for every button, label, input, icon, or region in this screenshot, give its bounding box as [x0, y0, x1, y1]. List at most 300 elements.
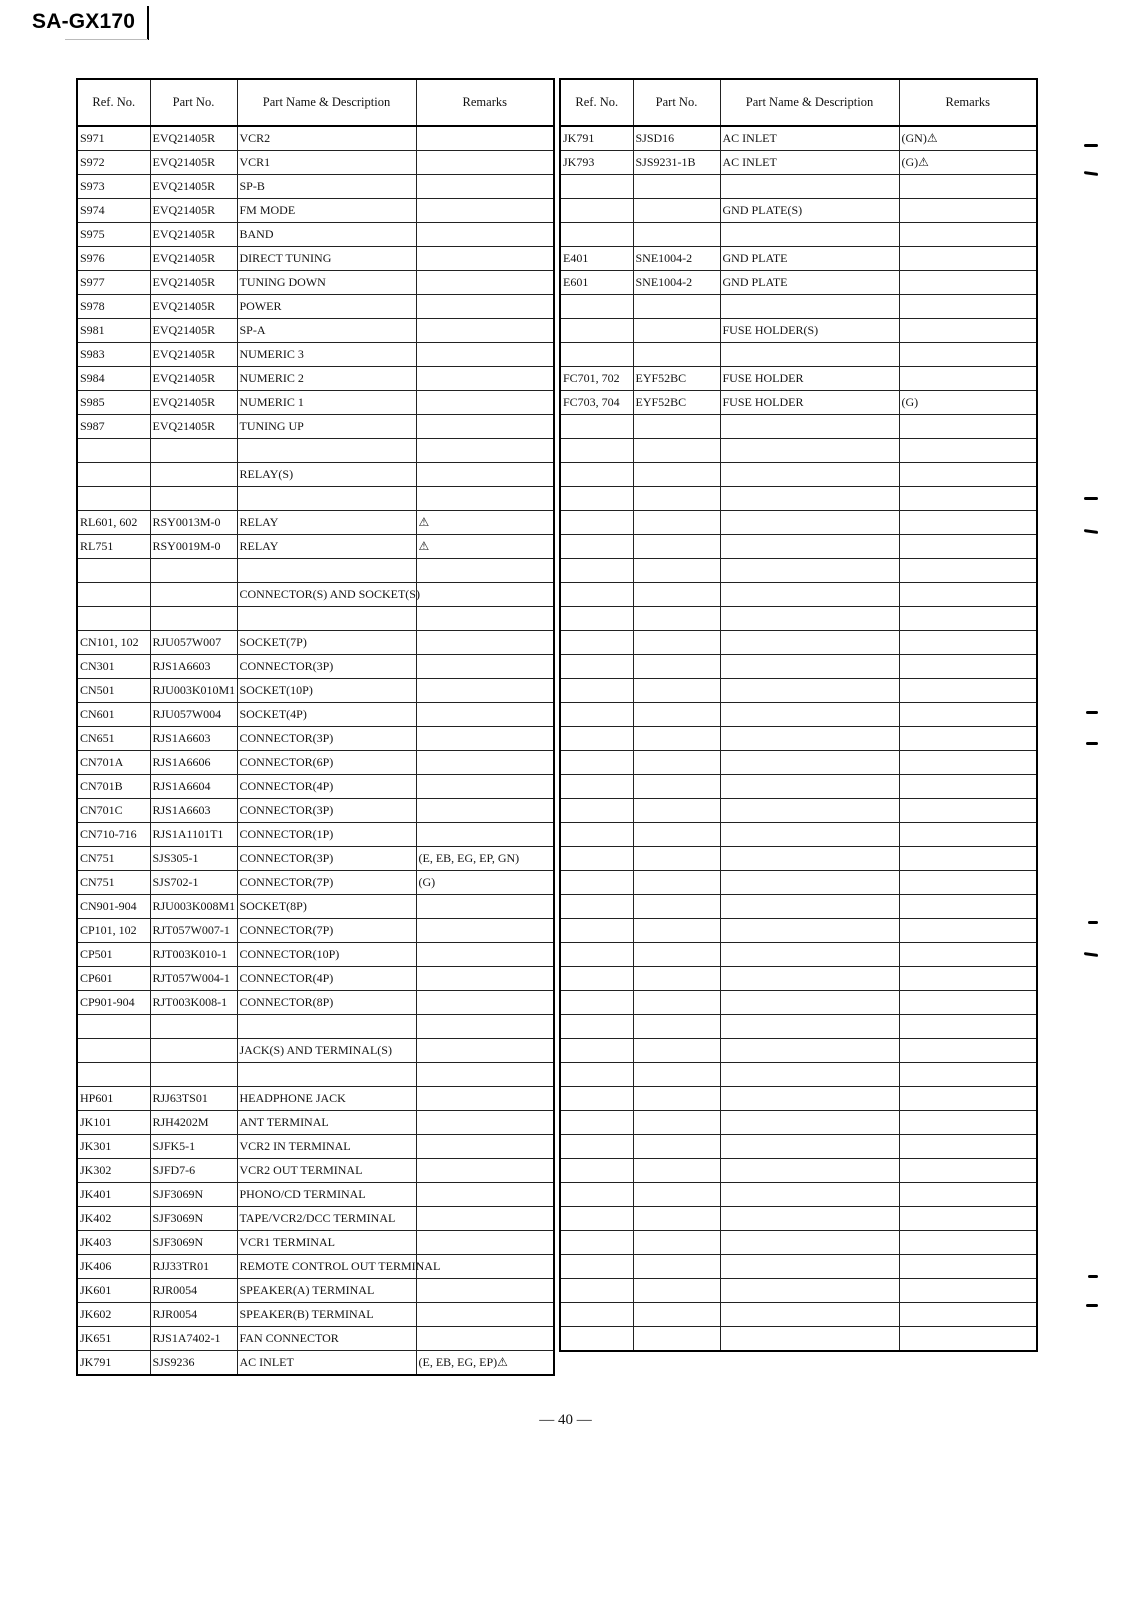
table-row [77, 895, 554, 919]
binding-mark [1088, 1275, 1098, 1278]
part-no-cell: EVQ21405R [150, 319, 237, 343]
table-row [77, 775, 554, 799]
remarks-cell: (E, EB, EG, EP)⚠ [416, 1351, 554, 1376]
ref-no-cell: CN101, 102 [77, 631, 150, 655]
description-cell [720, 295, 899, 319]
binding-mark [1084, 144, 1098, 147]
remarks-cell [899, 775, 1037, 799]
table-row [77, 247, 554, 271]
description-cell [720, 823, 899, 847]
ref-no-cell [560, 1183, 633, 1207]
description-cell [720, 871, 899, 895]
description-cell [237, 607, 416, 631]
ref-no-cell: FC703, 704 [560, 391, 633, 415]
part-no-cell: RJU057W007 [150, 631, 237, 655]
model-number: SA-GX170 [32, 10, 136, 33]
description-cell: CONNECTOR(4P) [237, 775, 416, 799]
remarks-cell [899, 367, 1037, 391]
header-row [77, 79, 554, 126]
part-no-cell [633, 487, 720, 511]
description-cell: CONNECTOR(7P) [237, 919, 416, 943]
description-cell: TUNING UP [237, 415, 416, 439]
part-no-cell [633, 871, 720, 895]
description-cell [720, 967, 899, 991]
description-cell [237, 487, 416, 511]
binding-mark [1086, 1304, 1098, 1307]
description-cell [720, 1303, 899, 1327]
table-row [560, 1303, 1037, 1327]
table-row [560, 367, 1037, 391]
description-cell: DIRECT TUNING [237, 247, 416, 271]
part-no-cell: RJS1A6603 [150, 727, 237, 751]
table-row [77, 199, 554, 223]
table-row [77, 487, 554, 511]
remarks-cell [899, 679, 1037, 703]
part-no-cell [633, 1207, 720, 1231]
table-row [77, 367, 554, 391]
ref-no-cell: CN701C [77, 799, 150, 823]
part-no-cell [633, 1279, 720, 1303]
table-row [77, 991, 554, 1015]
remarks-cell [416, 895, 554, 919]
table-row [560, 727, 1037, 751]
table-row [560, 799, 1037, 823]
table-row [560, 559, 1037, 583]
description-cell [720, 1207, 899, 1231]
table-row [560, 511, 1037, 535]
table-row [560, 487, 1037, 511]
table-row [560, 1255, 1037, 1279]
table-row [77, 1207, 554, 1231]
remarks-cell [416, 1039, 554, 1063]
description-cell: AC INLET [720, 151, 899, 175]
description-cell [720, 343, 899, 367]
ref-no-cell [560, 559, 633, 583]
part-no-cell: RJR0054 [150, 1279, 237, 1303]
description-cell: BAND [237, 223, 416, 247]
ref-no-cell: CN901-904 [77, 895, 150, 919]
part-no-cell [633, 559, 720, 583]
ref-no-cell [560, 847, 633, 871]
remarks-cell [416, 367, 554, 391]
part-no-cell [633, 607, 720, 631]
description-cell [720, 1087, 899, 1111]
ref-no-cell: CN751 [77, 847, 150, 871]
ref-no-cell: S985 [77, 391, 150, 415]
description-cell [720, 1063, 899, 1087]
remarks-cell [416, 126, 554, 151]
table-row [560, 919, 1037, 943]
table-row [77, 1159, 554, 1183]
part-no-cell [633, 655, 720, 679]
remarks-cell [899, 1015, 1037, 1039]
description-cell [237, 439, 416, 463]
ref-no-cell [560, 607, 633, 631]
description-cell [720, 1015, 899, 1039]
part-no-cell: RJH4202M [150, 1111, 237, 1135]
description-cell: SP-B [237, 175, 416, 199]
description-cell: FM MODE [237, 199, 416, 223]
remarks-cell [416, 607, 554, 631]
remarks-cell [416, 415, 554, 439]
ref-no-cell: JK651 [77, 1327, 150, 1351]
part-no-cell: EVQ21405R [150, 391, 237, 415]
part-no-cell: EVQ21405R [150, 126, 237, 151]
remarks-cell [899, 1327, 1037, 1352]
part-no-cell [633, 991, 720, 1015]
part-no-cell: RJT057W004-1 [150, 967, 237, 991]
remarks-cell [899, 1159, 1037, 1183]
ref-no-cell [560, 1207, 633, 1231]
ref-no-cell [560, 823, 633, 847]
part-no-cell: EVQ21405R [150, 343, 237, 367]
description-cell [720, 943, 899, 967]
ref-no-cell: CP601 [77, 967, 150, 991]
remarks-cell [416, 1303, 554, 1327]
table-row [560, 751, 1037, 775]
remarks-cell [899, 223, 1037, 247]
ref-no-cell [560, 535, 633, 559]
part-no-cell [150, 439, 237, 463]
ref-no-cell [77, 463, 150, 487]
remarks-cell [899, 415, 1037, 439]
part-no-cell: RJS1A6604 [150, 775, 237, 799]
part-no-cell [150, 1015, 237, 1039]
table-row [77, 871, 554, 895]
table-row [560, 343, 1037, 367]
ref-no-cell [77, 1039, 150, 1063]
part-no-cell [633, 1183, 720, 1207]
remarks-cell [899, 823, 1037, 847]
ref-no-cell: CN601 [77, 703, 150, 727]
description-cell: VCR2 [237, 126, 416, 151]
part-no-cell [633, 535, 720, 559]
table-row [77, 391, 554, 415]
table-row [560, 1111, 1037, 1135]
table-row [77, 1351, 554, 1376]
table-row [77, 655, 554, 679]
ref-no-cell: S974 [77, 199, 150, 223]
part-no-cell [633, 919, 720, 943]
description-cell: RELAY [237, 535, 416, 559]
page-number: — 40 — [539, 1412, 592, 1428]
ref-no-cell: S971 [77, 126, 150, 151]
ref-no-cell: CN501 [77, 679, 150, 703]
remarks-cell: ⚠ [416, 535, 554, 559]
description-cell [720, 1327, 899, 1352]
remarks-cell [416, 559, 554, 583]
table-row [560, 655, 1037, 679]
description-cell: SPEAKER(A) TERMINAL [237, 1279, 416, 1303]
remarks-cell [899, 871, 1037, 895]
table-row [77, 439, 554, 463]
description-cell: PHONO/CD TERMINAL [237, 1183, 416, 1207]
ref-no-cell [560, 1087, 633, 1111]
part-no-cell [150, 1039, 237, 1063]
remarks-cell [416, 223, 554, 247]
ref-no-cell: S973 [77, 175, 150, 199]
table-row [560, 175, 1037, 199]
part-no-cell: SJSD16 [633, 126, 720, 151]
remarks-cell [899, 703, 1037, 727]
description-cell: GND PLATE [720, 247, 899, 271]
description-cell: CONNECTOR(3P) [237, 727, 416, 751]
table-row [560, 679, 1037, 703]
part-no-cell [633, 295, 720, 319]
table-row [560, 991, 1037, 1015]
remarks-cell [416, 487, 554, 511]
part-no-cell: RJJ63TS01 [150, 1087, 237, 1111]
col-description: Part Name & Description [237, 79, 416, 126]
description-cell: CONNECTOR(3P) [237, 655, 416, 679]
table-row [77, 799, 554, 823]
part-no-cell [633, 895, 720, 919]
description-cell: CONNECTOR(6P) [237, 751, 416, 775]
remarks-cell [416, 247, 554, 271]
remarks-cell [416, 1015, 554, 1039]
table-row [560, 703, 1037, 727]
table-row [560, 1135, 1037, 1159]
description-cell: SOCKET(7P) [237, 631, 416, 655]
remarks-cell [899, 607, 1037, 631]
table-row [560, 607, 1037, 631]
table-row [560, 967, 1037, 991]
part-no-cell [633, 343, 720, 367]
remarks-cell [416, 823, 554, 847]
binding-mark [1084, 529, 1098, 534]
part-no-cell [633, 583, 720, 607]
table-row [77, 1231, 554, 1255]
ref-no-cell [560, 511, 633, 535]
description-cell [720, 415, 899, 439]
table-row [560, 439, 1037, 463]
description-cell: POWER [237, 295, 416, 319]
description-cell: RELAY [237, 511, 416, 535]
part-no-cell: EYF52BC [633, 367, 720, 391]
table-row [77, 1303, 554, 1327]
binding-mark [1086, 711, 1098, 714]
table-row [560, 223, 1037, 247]
description-cell: REMOTE CONTROL OUT TERMINAL [237, 1255, 416, 1279]
description-cell: VCR1 [237, 151, 416, 175]
part-no-cell [633, 1135, 720, 1159]
ref-no-cell [560, 487, 633, 511]
table-row [560, 1063, 1037, 1087]
remarks-cell [899, 991, 1037, 1015]
description-cell [720, 439, 899, 463]
ref-no-cell: S987 [77, 415, 150, 439]
part-no-cell [633, 727, 720, 751]
description-cell [720, 799, 899, 823]
table-row [77, 1039, 554, 1063]
description-cell [720, 175, 899, 199]
part-no-cell: EVQ21405R [150, 151, 237, 175]
remarks-cell [416, 295, 554, 319]
ref-no-cell [560, 703, 633, 727]
part-no-cell [633, 463, 720, 487]
ref-no-cell: JK403 [77, 1231, 150, 1255]
remarks-cell [416, 967, 554, 991]
description-cell: FUSE HOLDER [720, 367, 899, 391]
ref-no-cell: CP901-904 [77, 991, 150, 1015]
binding-mark [1086, 742, 1098, 745]
remarks-cell: (GN)⚠ [899, 126, 1037, 151]
ref-no-cell: E401 [560, 247, 633, 271]
part-no-cell: RJS1A7402-1 [150, 1327, 237, 1351]
ref-no-cell [560, 631, 633, 655]
ref-no-cell: S978 [77, 295, 150, 319]
description-cell [720, 1279, 899, 1303]
header-row [560, 79, 1037, 126]
remarks-cell [416, 775, 554, 799]
table-row [77, 631, 554, 655]
ref-no-cell [560, 775, 633, 799]
part-no-cell [633, 703, 720, 727]
description-cell [720, 1039, 899, 1063]
description-cell: CONNECTOR(8P) [237, 991, 416, 1015]
table-row [560, 535, 1037, 559]
part-no-cell [633, 943, 720, 967]
remarks-cell [416, 1159, 554, 1183]
remarks-cell [416, 1087, 554, 1111]
remarks-cell [899, 1255, 1037, 1279]
table-row [77, 1135, 554, 1159]
ref-no-cell [560, 871, 633, 895]
table-row [560, 126, 1037, 151]
part-no-cell: SNE1004-2 [633, 247, 720, 271]
ref-no-cell [560, 175, 633, 199]
ref-no-cell: JK401 [77, 1183, 150, 1207]
part-no-cell [150, 583, 237, 607]
remarks-cell [899, 1135, 1037, 1159]
remarks-cell [416, 991, 554, 1015]
ref-no-cell: HP601 [77, 1087, 150, 1111]
table-row [77, 847, 554, 871]
remarks-cell [899, 727, 1037, 751]
remarks-cell [416, 1327, 554, 1351]
part-no-cell [633, 1111, 720, 1135]
table-row [560, 1183, 1037, 1207]
ref-no-cell: JK791 [77, 1351, 150, 1376]
part-no-cell [633, 631, 720, 655]
ref-no-cell [560, 1135, 633, 1159]
remarks-cell [416, 679, 554, 703]
remarks-cell [899, 1231, 1037, 1255]
part-no-cell [633, 439, 720, 463]
part-no-cell [633, 1015, 720, 1039]
ref-no-cell [560, 1303, 633, 1327]
part-no-cell: RJS1A6603 [150, 655, 237, 679]
table-row [560, 1279, 1037, 1303]
remarks-cell: (E, EB, EG, EP, GN) [416, 847, 554, 871]
description-cell: JACK(S) AND TERMINAL(S) [237, 1039, 416, 1063]
ref-no-cell [560, 991, 633, 1015]
table-row [560, 631, 1037, 655]
table-row [560, 1159, 1037, 1183]
remarks-cell [899, 1303, 1037, 1327]
ref-no-cell: JK602 [77, 1303, 150, 1327]
ref-no-cell: JK791 [560, 126, 633, 151]
ref-no-cell [77, 439, 150, 463]
table-row [77, 271, 554, 295]
remarks-cell [416, 175, 554, 199]
remarks-cell [416, 1135, 554, 1159]
ref-no-cell: JK406 [77, 1255, 150, 1279]
part-no-cell: EVQ21405R [150, 271, 237, 295]
table-row [77, 295, 554, 319]
remarks-cell [899, 751, 1037, 775]
remarks-cell [416, 151, 554, 175]
ref-no-cell [560, 679, 633, 703]
ref-no-cell: CN701A [77, 751, 150, 775]
ref-no-cell [560, 199, 633, 223]
table-row [560, 199, 1037, 223]
description-cell [720, 487, 899, 511]
ref-no-cell [560, 1039, 633, 1063]
remarks-cell [416, 199, 554, 223]
remarks-cell [416, 463, 554, 487]
remarks-cell [899, 247, 1037, 271]
remarks-cell [416, 319, 554, 343]
table-row [77, 703, 554, 727]
ref-no-cell [560, 799, 633, 823]
description-cell: CONNECTOR(1P) [237, 823, 416, 847]
parts-table-right [559, 78, 1038, 1352]
part-no-cell [633, 1039, 720, 1063]
part-no-cell: RJS1A6603 [150, 799, 237, 823]
table-row [77, 1183, 554, 1207]
table-row [77, 919, 554, 943]
table-row [560, 1015, 1037, 1039]
ref-no-cell: CP501 [77, 943, 150, 967]
description-cell [720, 991, 899, 1015]
part-no-cell [633, 775, 720, 799]
remarks-cell [899, 943, 1037, 967]
remarks-cell [899, 1039, 1037, 1063]
table-row [77, 967, 554, 991]
table-row [77, 727, 554, 751]
description-cell: VCR2 OUT TERMINAL [237, 1159, 416, 1183]
ref-no-cell [560, 439, 633, 463]
description-cell [720, 1255, 899, 1279]
table-row [560, 871, 1037, 895]
table-row [77, 559, 554, 583]
description-cell [720, 703, 899, 727]
part-no-cell [633, 799, 720, 823]
remarks-cell [899, 463, 1037, 487]
description-cell: VCR1 TERMINAL [237, 1231, 416, 1255]
description-cell [720, 223, 899, 247]
ref-no-cell [560, 223, 633, 247]
ref-no-cell: S975 [77, 223, 150, 247]
description-cell: CONNECTOR(4P) [237, 967, 416, 991]
description-cell: CONNECTOR(7P) [237, 871, 416, 895]
table-row [77, 751, 554, 775]
description-cell: GND PLATE(S) [720, 199, 899, 223]
part-no-cell: SNE1004-2 [633, 271, 720, 295]
remarks-cell [899, 583, 1037, 607]
description-cell [720, 1183, 899, 1207]
part-no-cell: RJU003K008M1 [150, 895, 237, 919]
description-cell [720, 895, 899, 919]
description-cell [720, 847, 899, 871]
table-row [77, 943, 554, 967]
table-row [560, 295, 1037, 319]
ref-no-cell [560, 1327, 633, 1352]
table-row [560, 1207, 1037, 1231]
table-row [560, 943, 1037, 967]
part-no-cell [150, 463, 237, 487]
